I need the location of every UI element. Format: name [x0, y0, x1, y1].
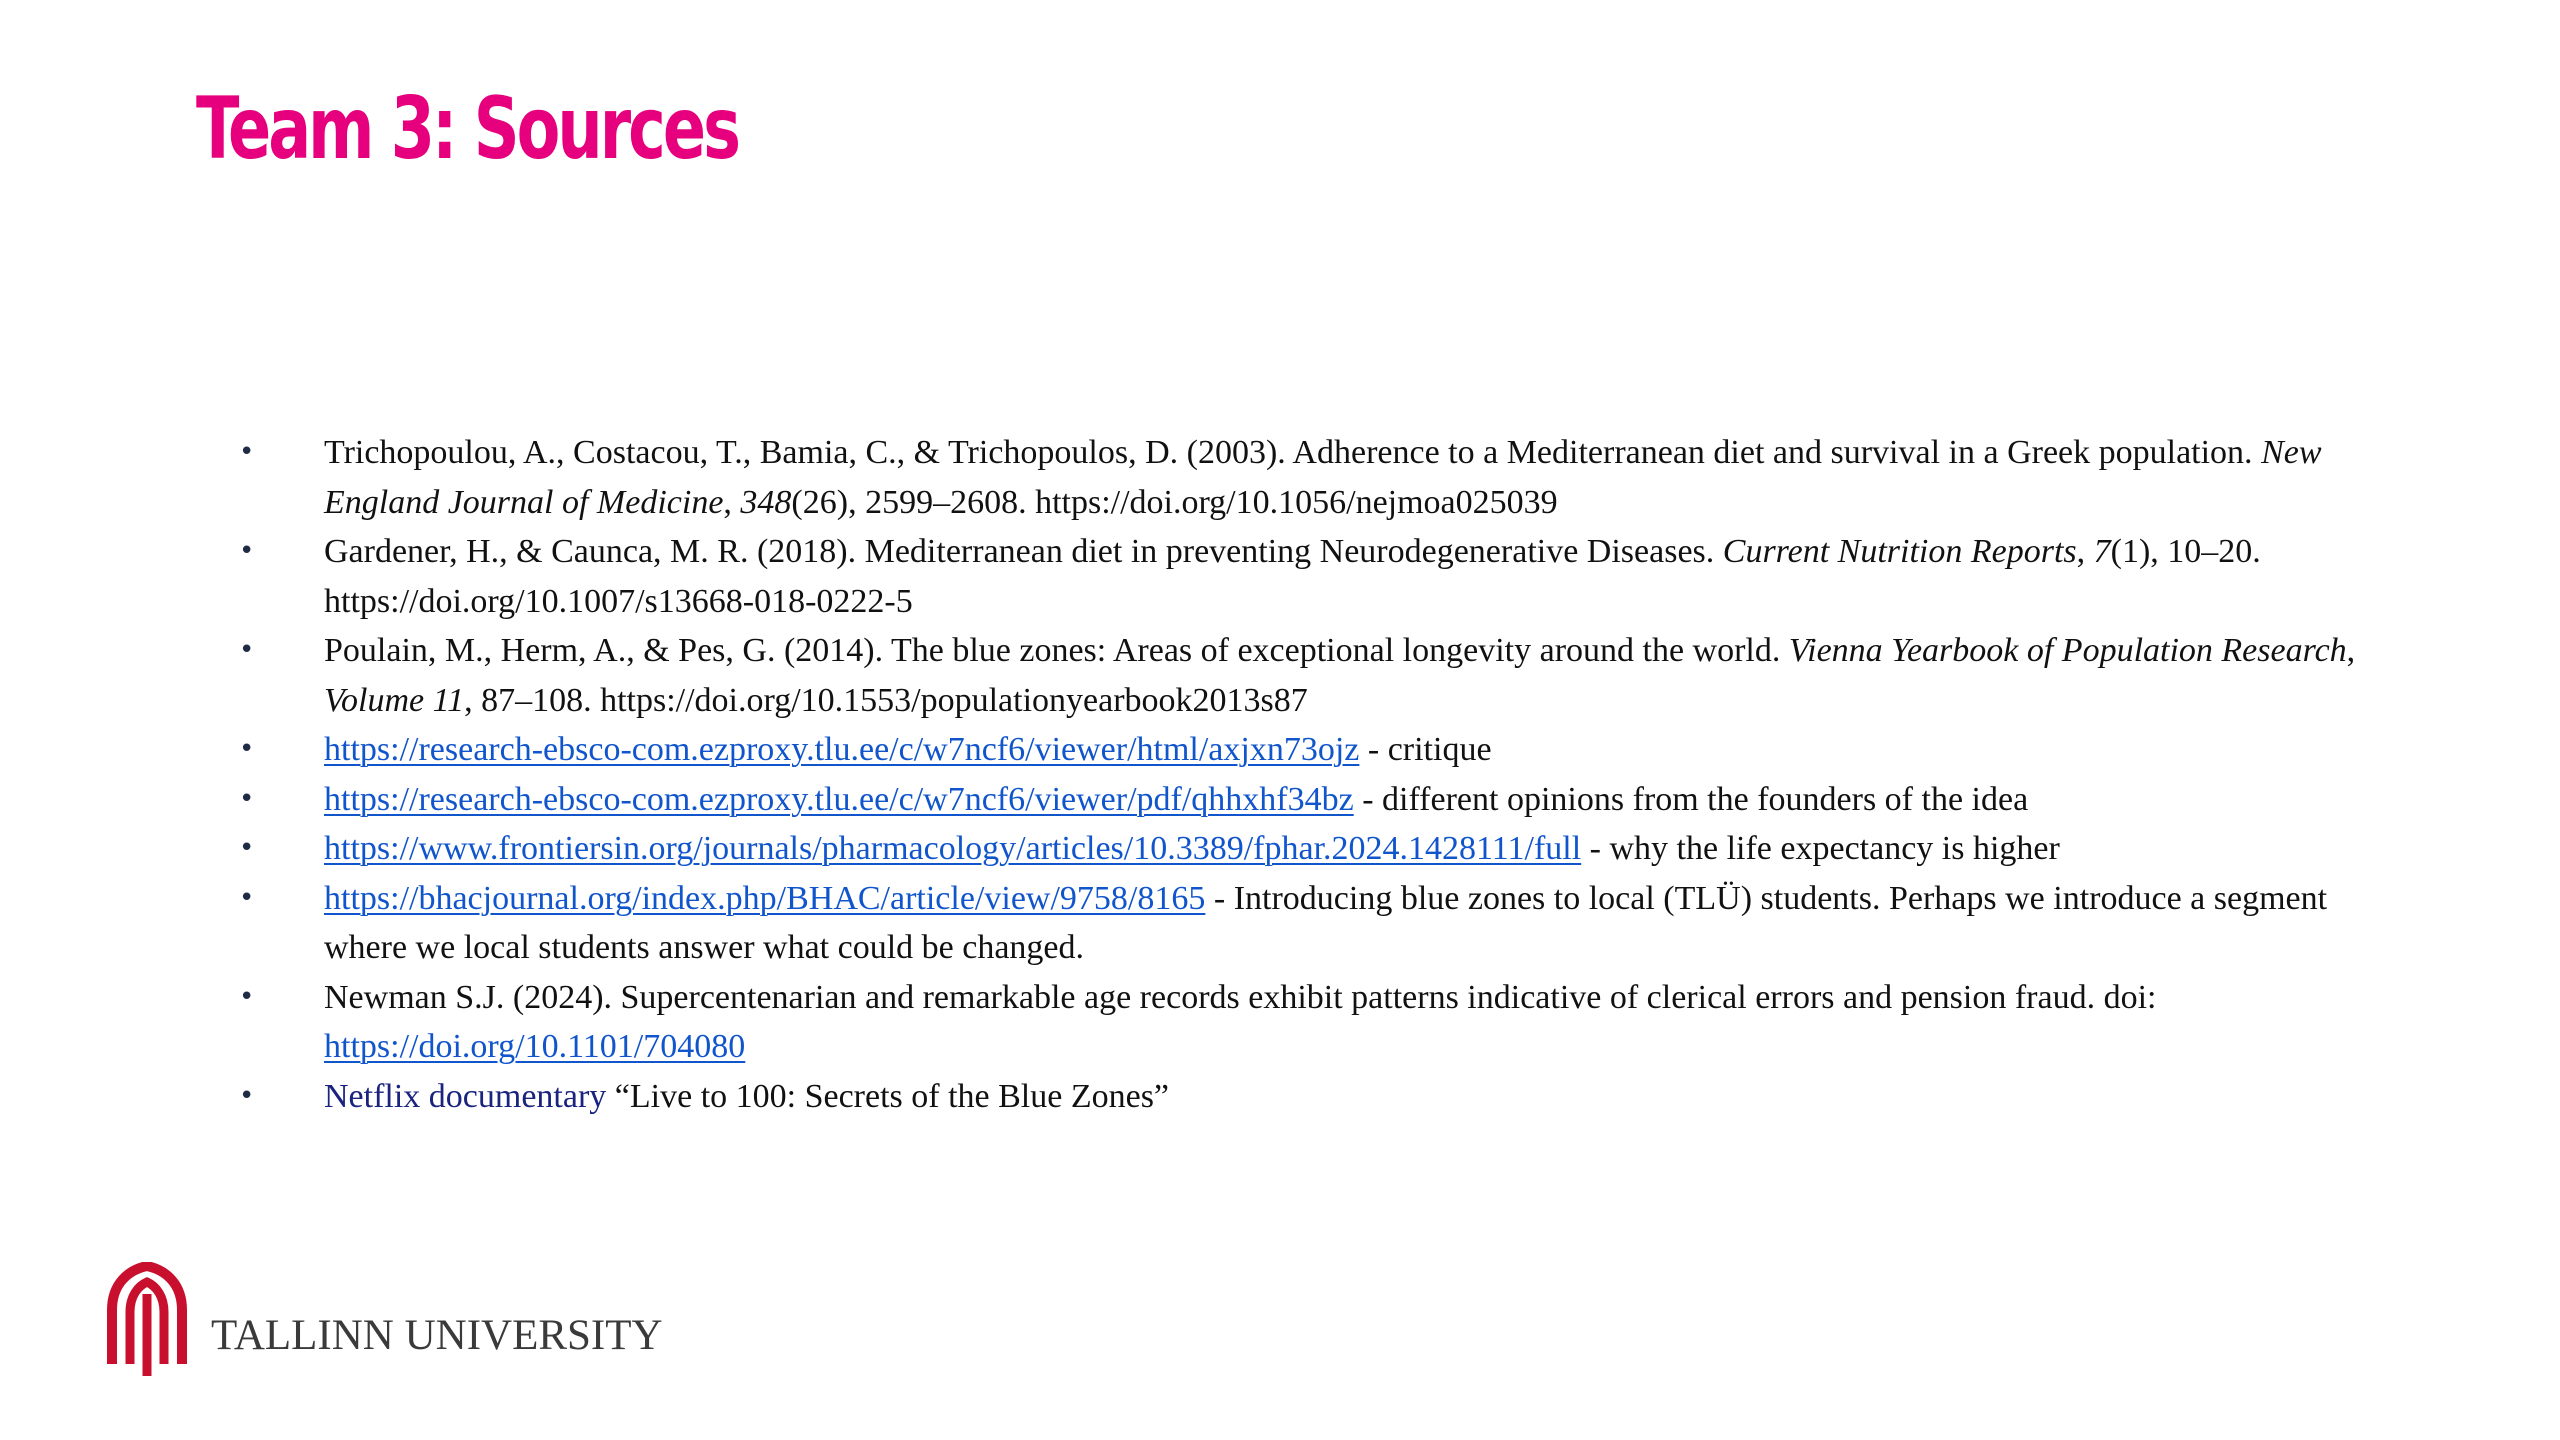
reference-text: “Live to 100: Secrets of the Blue Zones”: [606, 1077, 1170, 1115]
reference-note: - critique: [1359, 731, 1492, 768]
reference-details: (1), 10–20. https://doi.org/10.1007/s13668-018-0222-5: [324, 533, 2261, 620]
slide-title: Team 3: Sources: [196, 79, 739, 179]
reference-note: - Introducing blue zones to local (TLÜ) students. Perhaps we introduce a segment where we local students answer what could be changed.: [324, 879, 2328, 966]
list-item: [228, 1072, 2398, 1122]
reference-journal: New England Journal of Medicine: [324, 434, 2322, 521]
university-name: TALLINN UNIVERSITY: [211, 1312, 663, 1359]
reference-volume: 348: [740, 483, 792, 521]
bullet-icon: •: [239, 437, 255, 467]
bullet-icon: •: [239, 1080, 255, 1111]
reference-journal: Current Nutrition Reports: [1722, 533, 2077, 570]
reference-authors: Gardener, H., & Caunca, M. R. (2018). Mediterranean diet in preventing Neurodegenerative Diseases.: [324, 533, 1715, 570]
reference-details: (26), 2599–2608. https://doi.org/10.1056/nejmoa025039: [791, 483, 1558, 521]
bullet-icon: •: [239, 882, 255, 913]
list-item: • Poulain, M., Herm, A., & Pes, G. (2014). The blue zones: Areas of exceptional longevity around the world. Vienna Yearbook of Population Research, Volume 11, 87–108. https://doi.org/10.1553/populationyearbook2013s87: [228, 626, 2398, 725]
list-item: [228, 775, 2398, 825]
reference-note: - why the life expectancy is higher: [1581, 830, 2060, 867]
reference-text: Newman S.J. (2024). Supercentenarian and remarkable age records exhibit patterns indicative of clerical errors and pension fraud. doi:: [324, 978, 2157, 1016]
bullet-icon: •: [239, 783, 255, 814]
ebsco-opinions-link[interactable]: https://research-ebsco-com.ezproxy.tlu.ee/c/w7ncf6/viewer/pdf/qhhxhf34bz: [324, 780, 1354, 818]
reference-authors: Poulain, M., Herm, A., & Pes, G. (2014). The blue zones: Areas of exceptional longevity around the world.: [324, 632, 1781, 669]
frontiersin-link[interactable]: https://www.frontiersin.org/journals/pharmacology/articles/10.3389/fphar.2024.1428111/full: [324, 830, 1582, 867]
list-item: • Gardener, H., & Caunca, M. R. (2018). Mediterranean diet in preventing Neurodegenerative Diseases. Current Nutrition Reports, 7(1), 10–20. https://doi.org/10.1007/s13668-018-0222-5: [228, 527, 2398, 626]
bullet-icon: •: [239, 833, 255, 863]
reference-details: , 87–108. https://doi.org/10.1553/populationyearbook2013s87: [464, 681, 1308, 719]
list-item: [228, 973, 2398, 1072]
bullet-icon: •: [239, 734, 255, 764]
bullet-icon: •: [239, 536, 255, 566]
reference-authors: Trichopoulou, A., Costacou, T., Bamia, C., & Trichopoulos, D. (2003). Adherence to a Mediterranean diet and survival in a Greek population.: [324, 434, 2253, 471]
ebsco-critique-link[interactable]: https://research-ebsco-com.ezproxy.tlu.ee/c/w7ncf6/viewer/html/axjxn73ojz: [324, 731, 1360, 768]
reference-note: - different opinions from the founders of the idea: [1353, 780, 2029, 818]
netflix-documentary-link[interactable]: Netflix documentary: [324, 1077, 607, 1115]
reference-journal: Vienna Yearbook of Population Research: [1788, 632, 2347, 669]
bullet-icon: •: [239, 635, 255, 665]
tallinn-university-logo-icon: [106, 1262, 188, 1380]
reference-volume: Volume 11: [324, 681, 465, 719]
list-item: [228, 874, 2398, 973]
list-item: [228, 725, 2398, 775]
bhacjournal-link[interactable]: https://bhacjournal.org/index.php/BHAC/article/view/9758/8165: [324, 879, 1206, 917]
newman-doi-link[interactable]: https://doi.org/10.1101/704080: [324, 1028, 746, 1065]
list-item: • Trichopoulou, A., Costacou, T., Bamia, C., & Trichopoulos, D. (2003). Adherence to a Mediterranean diet and survival in a Greek population. New England Journal of Medicine, 348(26), 2599–2608. https://doi.org/10.1056/nejmoa025039: [228, 428, 2398, 527]
bullet-icon: •: [239, 981, 255, 1012]
reference-volume: 7: [2093, 533, 2111, 570]
list-item: [228, 824, 2398, 874]
reference-list: [228, 428, 2398, 1121]
